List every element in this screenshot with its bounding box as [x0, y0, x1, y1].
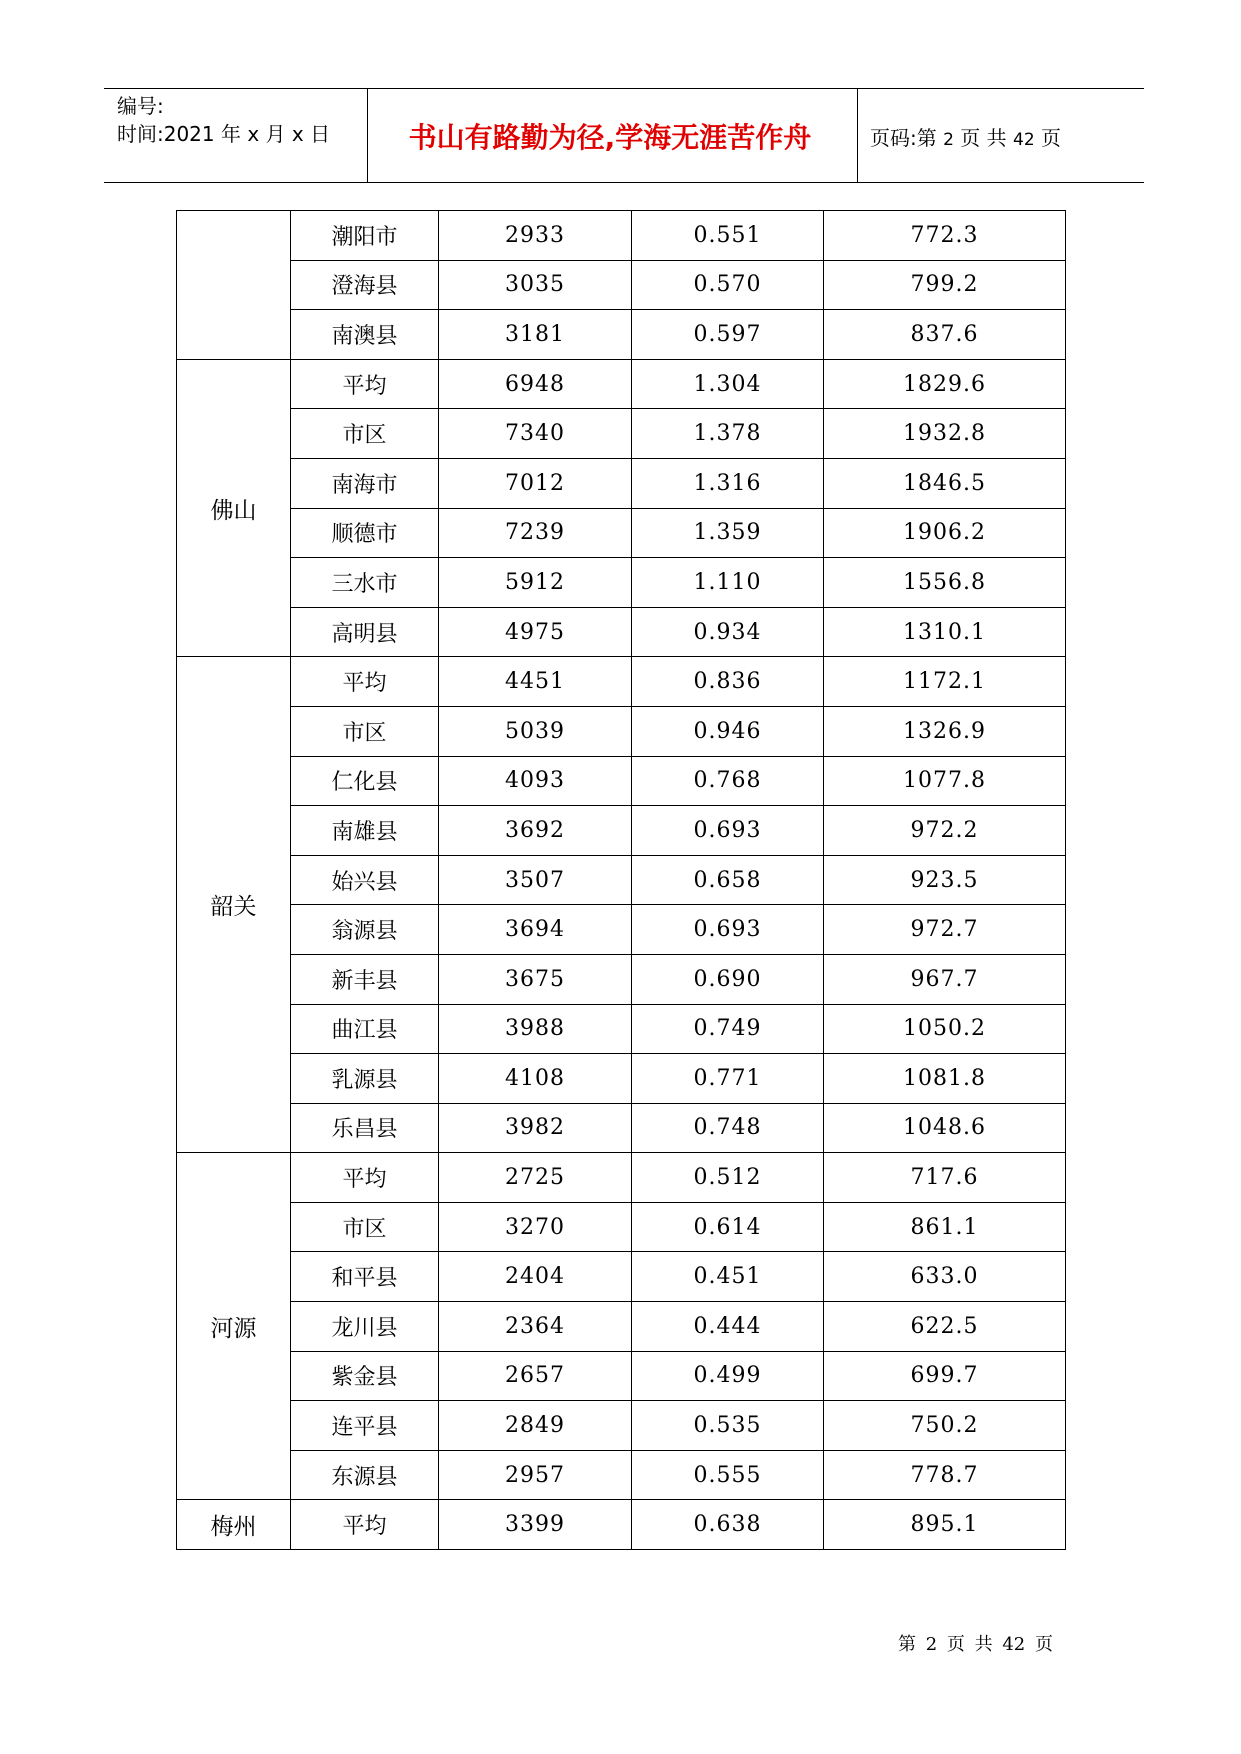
table-row: [177, 558, 1066, 608]
ratio-cell: 0.551: [632, 211, 824, 261]
area-cell: 仁化县: [291, 756, 439, 806]
ratio-cell: 1.359: [632, 508, 824, 558]
area-cell: 翁源县: [291, 905, 439, 955]
table-row: [177, 806, 1066, 856]
table-row: [177, 1500, 1066, 1550]
region-cell: 河源: [177, 1153, 291, 1500]
area-cell: 乳源县: [291, 1054, 439, 1104]
area-cell: 平均: [291, 657, 439, 707]
area-cell: 市区: [291, 706, 439, 756]
table-row: [177, 607, 1066, 657]
ratio-cell: 0.597: [632, 310, 824, 360]
value-cell: 2657: [439, 1351, 632, 1401]
header-page-info: [870, 122, 1061, 151]
value-cell: 2957: [439, 1450, 632, 1500]
page-number: 2: [943, 130, 954, 150]
ratio-cell: 0.690: [632, 954, 824, 1004]
ratio-cell: 1.110: [632, 558, 824, 608]
ratio-cell: 0.658: [632, 855, 824, 905]
header-motto: 书山有路勤为径,学海无涯苦作舟: [408, 121, 812, 154]
area-cell: 曲江县: [291, 1004, 439, 1054]
area-cell: 乐昌县: [291, 1103, 439, 1153]
amount-cell: 1077.8: [824, 756, 1066, 806]
page-label: 页码:第: [870, 126, 937, 150]
ratio-cell: 0.693: [632, 905, 824, 955]
table-row: [177, 706, 1066, 756]
table-row: [177, 1252, 1066, 1302]
value-cell: 7012: [439, 458, 632, 508]
area-cell: 东源县: [291, 1450, 439, 1500]
ratio-cell: 0.748: [632, 1103, 824, 1153]
amount-cell: 1326.9: [824, 706, 1066, 756]
value-cell: 4975: [439, 607, 632, 657]
value-cell: 2364: [439, 1302, 632, 1352]
ratio-cell: 0.749: [632, 1004, 824, 1054]
table-row: [177, 756, 1066, 806]
area-cell: 三水市: [291, 558, 439, 608]
value-cell: 6948: [439, 359, 632, 409]
amount-cell: 972.2: [824, 806, 1066, 856]
table-row: [177, 905, 1066, 955]
amount-cell: 861.1: [824, 1202, 1066, 1252]
amount-cell: 633.0: [824, 1252, 1066, 1302]
table-row: [177, 508, 1066, 558]
amount-cell: 622.5: [824, 1302, 1066, 1352]
page-footer: 第 2 页 共 42 页: [898, 1634, 1053, 1655]
amount-cell: 778.7: [824, 1450, 1066, 1500]
value-cell: 4093: [439, 756, 632, 806]
area-cell: 南澳县: [291, 310, 439, 360]
value-cell: 4108: [439, 1054, 632, 1104]
ratio-cell: 0.693: [632, 806, 824, 856]
header-meta: [117, 92, 330, 148]
ratio-cell: 0.836: [632, 657, 824, 707]
amount-cell: 799.2: [824, 260, 1066, 310]
table-row: [177, 409, 1066, 459]
area-cell: 南雄县: [291, 806, 439, 856]
value-cell: 2933: [439, 211, 632, 261]
amount-cell: 1932.8: [824, 409, 1066, 459]
header-top-rule: [104, 88, 1144, 89]
ratio-cell: 0.570: [632, 260, 824, 310]
area-cell: 市区: [291, 1202, 439, 1252]
ratio-cell: 0.934: [632, 607, 824, 657]
amount-cell: 717.6: [824, 1153, 1066, 1203]
header-divider-left: [367, 88, 368, 182]
region-cell: 梅州: [177, 1500, 291, 1550]
value-cell: 4451: [439, 657, 632, 707]
amount-cell: 1172.1: [824, 657, 1066, 707]
time-label: 时间:2021 年 x 月 x 日: [117, 122, 331, 146]
table-row: [177, 1103, 1066, 1153]
amount-cell: 1310.1: [824, 607, 1066, 657]
table-row: [177, 1302, 1066, 1352]
table-row: [177, 260, 1066, 310]
page-total: 42: [1013, 130, 1035, 150]
ratio-cell: 0.444: [632, 1302, 824, 1352]
value-cell: 3982: [439, 1103, 632, 1153]
amount-cell: 1829.6: [824, 359, 1066, 409]
amount-cell: 1081.8: [824, 1054, 1066, 1104]
ratio-cell: 0.614: [632, 1202, 824, 1252]
table-row: [177, 954, 1066, 1004]
amount-cell: 967.7: [824, 954, 1066, 1004]
region-cell: 韶关: [177, 657, 291, 1153]
table-row: [177, 458, 1066, 508]
region-cell: 佛山: [177, 359, 291, 657]
value-cell: 3399: [439, 1500, 632, 1550]
amount-cell: 1048.6: [824, 1103, 1066, 1153]
area-cell: 市区: [291, 409, 439, 459]
area-cell: 潮阳市: [291, 211, 439, 261]
ratio-cell: 1.316: [632, 458, 824, 508]
amount-cell: 1846.5: [824, 458, 1066, 508]
amount-cell: 1556.8: [824, 558, 1066, 608]
header-bottom-rule: [104, 182, 1144, 183]
area-cell: 顺德市: [291, 508, 439, 558]
area-cell: 始兴县: [291, 855, 439, 905]
table-row: [177, 1351, 1066, 1401]
table-row: [177, 657, 1066, 707]
table-row: [177, 1450, 1066, 1500]
area-cell: 龙川县: [291, 1302, 439, 1352]
header-divider-right: [857, 88, 858, 182]
ratio-cell: 0.451: [632, 1252, 824, 1302]
value-cell: 5912: [439, 558, 632, 608]
table-row: [177, 211, 1066, 261]
ratio-cell: 0.499: [632, 1351, 824, 1401]
amount-cell: 699.7: [824, 1351, 1066, 1401]
value-cell: 2725: [439, 1153, 632, 1203]
ratio-cell: 0.946: [632, 706, 824, 756]
ratio-cell: 0.512: [632, 1153, 824, 1203]
serial-label: 编号:: [117, 94, 164, 118]
ratio-cell: 0.555: [632, 1450, 824, 1500]
table-body: [177, 211, 1066, 1550]
ratio-cell: 1.304: [632, 359, 824, 409]
area-cell: 连平县: [291, 1401, 439, 1451]
area-cell: 南海市: [291, 458, 439, 508]
table-row: [177, 855, 1066, 905]
value-cell: 3270: [439, 1202, 632, 1252]
page-end: 页: [1041, 126, 1062, 150]
value-cell: 3692: [439, 806, 632, 856]
amount-cell: 1906.2: [824, 508, 1066, 558]
area-cell: 紫金县: [291, 1351, 439, 1401]
value-cell: 3035: [439, 260, 632, 310]
ratio-cell: 0.771: [632, 1054, 824, 1104]
table-row: [177, 1401, 1066, 1451]
area-cell: 平均: [291, 1500, 439, 1550]
data-table: [176, 210, 1066, 1550]
value-cell: 2404: [439, 1252, 632, 1302]
table-row: [177, 1153, 1066, 1203]
amount-cell: 895.1: [824, 1500, 1066, 1550]
ratio-cell: 0.535: [632, 1401, 824, 1451]
value-cell: 5039: [439, 706, 632, 756]
value-cell: 3181: [439, 310, 632, 360]
amount-cell: 750.2: [824, 1401, 1066, 1451]
value-cell: 7340: [439, 409, 632, 459]
value-cell: 2849: [439, 1401, 632, 1451]
table-row: [177, 1202, 1066, 1252]
ratio-cell: 0.768: [632, 756, 824, 806]
table-row: [177, 1004, 1066, 1054]
amount-cell: 972.7: [824, 905, 1066, 955]
area-cell: 澄海县: [291, 260, 439, 310]
value-cell: 3988: [439, 1004, 632, 1054]
ratio-cell: 0.638: [632, 1500, 824, 1550]
value-cell: 3694: [439, 905, 632, 955]
table-row: [177, 1054, 1066, 1104]
page-mid: 页 共: [960, 126, 1007, 150]
amount-cell: 923.5: [824, 855, 1066, 905]
area-cell: 高明县: [291, 607, 439, 657]
ratio-cell: 1.378: [632, 409, 824, 459]
area-cell: 新丰县: [291, 954, 439, 1004]
amount-cell: 772.3: [824, 211, 1066, 261]
value-cell: 7239: [439, 508, 632, 558]
value-cell: 3675: [439, 954, 632, 1004]
value-cell: 3507: [439, 855, 632, 905]
area-cell: 和平县: [291, 1252, 439, 1302]
area-cell: 平均: [291, 359, 439, 409]
area-cell: 平均: [291, 1153, 439, 1203]
table-row: [177, 310, 1066, 360]
table-row: [177, 359, 1066, 409]
amount-cell: 837.6: [824, 310, 1066, 360]
amount-cell: 1050.2: [824, 1004, 1066, 1054]
region-cell: [177, 211, 291, 360]
